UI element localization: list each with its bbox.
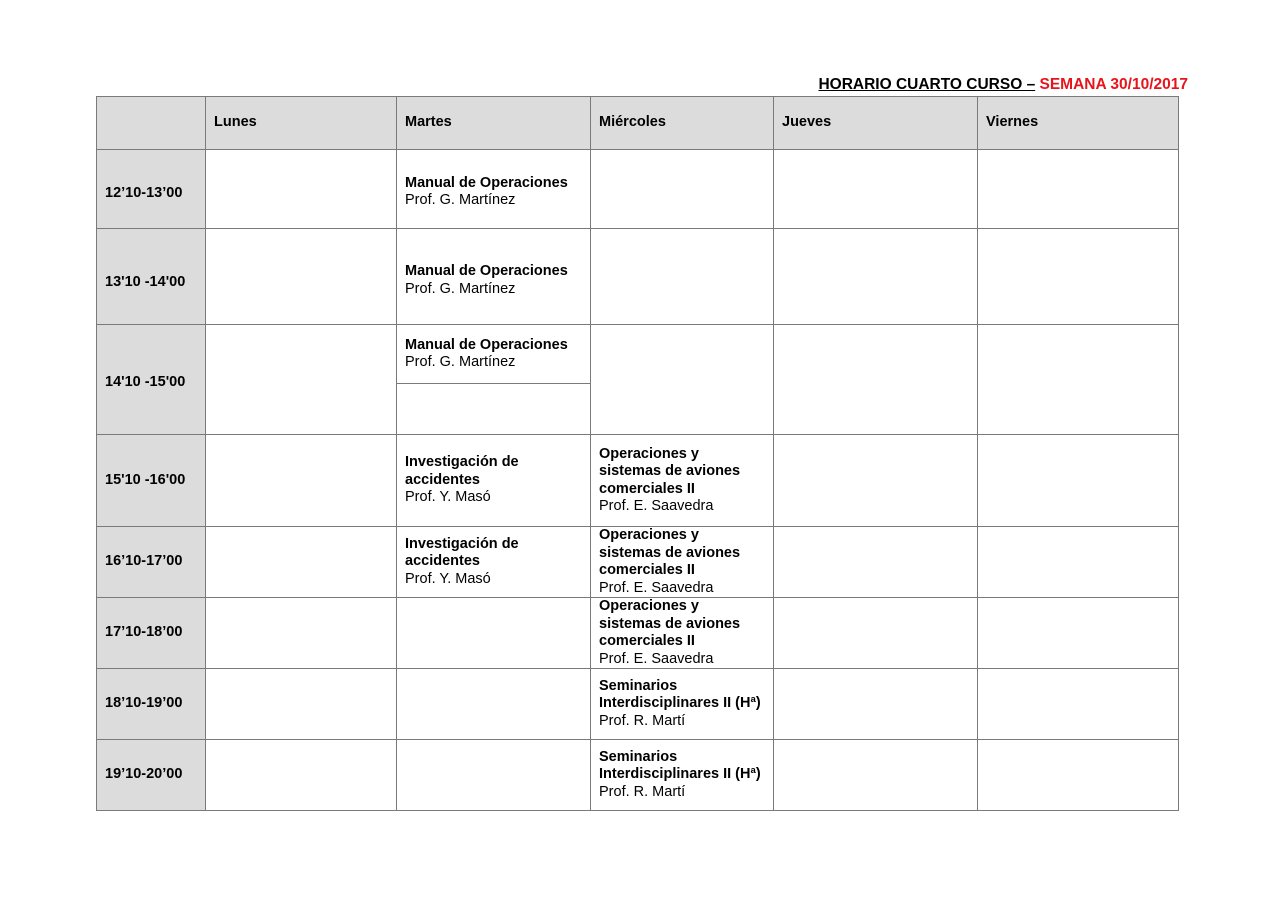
header-jueves: Jueves — [774, 97, 978, 150]
professor-name: Prof. Y. Masó — [405, 570, 491, 587]
cell-martes — [397, 669, 591, 740]
cell-viernes — [978, 527, 1179, 598]
table-row — [97, 527, 1179, 598]
time-slot: 19’10-20’00 — [97, 740, 206, 811]
cell-miercoles — [591, 150, 774, 229]
cell-martes — [397, 325, 591, 384]
cell-jueves — [774, 740, 978, 811]
subject-name: Seminarios Interdisciplinares II (Hª) — [599, 677, 761, 712]
cell-miercoles — [591, 740, 774, 811]
cell-viernes — [978, 669, 1179, 740]
cell-jueves — [774, 325, 978, 435]
title-dash: – — [1026, 76, 1036, 93]
table-row — [97, 435, 1179, 527]
professor-name: Prof. G. Martínez — [405, 354, 516, 370]
cell-miercoles — [591, 669, 774, 740]
cell-lunes — [206, 150, 397, 229]
header-corner — [97, 97, 206, 150]
time-slot: 16’10-17’00 — [97, 527, 206, 598]
cell-jueves — [774, 598, 978, 669]
professor-name: Prof. E. Saavedra — [599, 650, 714, 667]
cell-lunes — [206, 740, 397, 811]
subject-name: Operaciones y sistemas de aviones comerciales II — [599, 527, 741, 578]
subject-name: Manual de Operaciones — [405, 336, 568, 353]
cell-miercoles — [591, 435, 774, 527]
professor-name: Prof. E. Saavedra — [599, 498, 714, 514]
professor-name: Prof. G. Martínez — [405, 192, 516, 208]
cell-martes — [397, 229, 591, 325]
cell-miercoles — [591, 229, 774, 325]
header-viernes: Viernes — [978, 97, 1179, 150]
cell-miercoles — [591, 598, 774, 669]
cell-lunes — [206, 325, 397, 435]
subject-name: Manual de Operaciones — [405, 263, 568, 279]
subject-name: Seminarios Interdisciplinares II (Hª) — [599, 748, 761, 783]
cell-viernes — [978, 740, 1179, 811]
time-slot: 13'10 -14'00 — [97, 229, 206, 325]
professor-name: Prof. R. Martí — [599, 783, 686, 800]
cell-martes — [397, 150, 591, 229]
table-row — [97, 229, 1179, 325]
professor-name: Prof. R. Martí — [599, 712, 686, 729]
schedule-table — [96, 96, 1179, 811]
header-row — [97, 97, 1179, 150]
cell-viernes — [978, 325, 1179, 435]
cell-lunes — [206, 229, 397, 325]
time-slot: 14'10 -15'00 — [97, 325, 206, 435]
cell-miercoles — [591, 325, 774, 435]
header-miercoles: Miércoles — [591, 97, 774, 150]
table-row — [97, 150, 1179, 229]
cell-jueves — [774, 527, 978, 598]
cell-lunes — [206, 527, 397, 598]
title-course: HORARIO CUARTO CURSO — [818, 76, 1027, 93]
cell-lunes — [206, 669, 397, 740]
time-slot: 17’10-18’00 — [97, 598, 206, 669]
table-row — [97, 740, 1179, 811]
table-row — [97, 669, 1179, 740]
cell-miercoles — [591, 527, 774, 598]
title-week: SEMANA 30/10/2017 — [1035, 76, 1188, 93]
cell-jueves — [774, 150, 978, 229]
cell-viernes — [978, 435, 1179, 527]
subject-name: Investigación de accidentes — [405, 454, 519, 488]
time-slot: 12’10-13’00 — [97, 150, 206, 229]
professor-name: Prof. G. Martínez — [405, 280, 516, 297]
table-row — [97, 598, 1179, 669]
cell-viernes — [978, 150, 1179, 229]
subject-name: Operaciones y sistemas de aviones comerciales II — [599, 445, 741, 497]
time-slot: 18’10-19’00 — [97, 669, 206, 740]
professor-name: Prof. Y. Masó — [405, 489, 491, 506]
subject-name: Manual de Operaciones — [405, 174, 568, 191]
cell-martes — [397, 435, 591, 527]
cell-martes — [397, 740, 591, 811]
cell-jueves — [774, 669, 978, 740]
header-martes: Martes — [397, 97, 591, 150]
subject-name: Investigación de accidentes — [405, 535, 519, 570]
cell-lunes — [206, 435, 397, 527]
header-lunes: Lunes — [206, 97, 397, 150]
cell-jueves — [774, 229, 978, 325]
cell-lunes — [206, 598, 397, 669]
cell-jueves — [774, 435, 978, 527]
time-slot: 15'10 -16'00 — [97, 435, 206, 527]
professor-name: Prof. E. Saavedra — [599, 579, 714, 596]
cell-viernes — [978, 598, 1179, 669]
cell-martes-empty — [397, 384, 591, 435]
cell-viernes — [978, 229, 1179, 325]
cell-martes — [397, 598, 591, 669]
cell-martes — [397, 527, 591, 598]
subject-name: Operaciones y sistemas de aviones comerciales II — [599, 598, 741, 649]
document-title — [818, 76, 1188, 94]
table-row — [97, 325, 1179, 384]
